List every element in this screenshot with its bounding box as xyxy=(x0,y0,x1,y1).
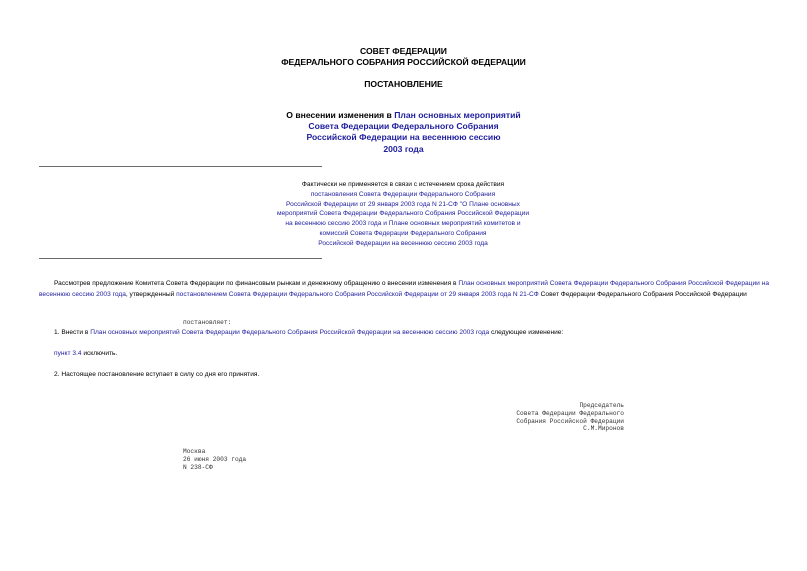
title-link-line3[interactable]: Российской Федерации на весеннюю сессию xyxy=(306,132,501,143)
status-note-link-2[interactable]: Российской Федерации от 29 января 2003 года N 21-СФ "О Плане основных xyxy=(286,200,520,208)
preamble-text-1: Рассмотрев предложение Комитета Совета Федерации по финансовым рынкам и денежному обращению о внесении изменения в xyxy=(54,280,459,287)
signature-line-1: Председатель xyxy=(579,402,624,409)
preamble-text-2: , утвержденный xyxy=(125,290,177,298)
item-1-text-1: 1. Внести в xyxy=(54,329,91,336)
preamble-paragraph xyxy=(39,279,769,300)
title-link-line2[interactable]: Совета Федерации Федерального Собрания xyxy=(308,121,499,132)
title-link-line4[interactable]: 2003 года xyxy=(383,143,424,154)
preamble-text-3: Совет Федерации Федерального Собрания Российской Федерации xyxy=(538,290,747,298)
title-link-line1[interactable]: План основных мероприятий xyxy=(394,110,521,120)
item-1-subpoint xyxy=(54,349,117,358)
preamble-plan-link[interactable]: План основных мероприятий Совета Федерации Федерального Собрания Российской Федерации на весеннюю сессию 2003 года xyxy=(39,280,769,298)
body-name-line1: СОВЕТ ФЕДЕРАЦИИ xyxy=(360,46,447,56)
status-note-link-5[interactable]: комиссий Совета Федерации Федерального Собрания xyxy=(319,229,487,237)
signature-block xyxy=(516,402,624,433)
preamble-resolution-link[interactable]: постановлением Совета Федерации Федерального Собрания Российской Федерации от 29 января 2003 года N 21-СФ xyxy=(176,290,539,298)
signature-line-2: Совета Федерации Федерального xyxy=(516,409,624,417)
document-title xyxy=(0,110,807,155)
status-note-link-1[interactable]: постановления Совета Федерации Федерального Собрания xyxy=(310,190,496,198)
place-city: Москва xyxy=(183,448,206,455)
place-date: 26 июня 2003 года xyxy=(183,455,247,463)
body-name-line2: ФЕДЕРАЛЬНОГО СОБРАНИЯ РОССИЙСКОЙ ФЕДЕРАЦИИ xyxy=(281,57,526,67)
divider-top xyxy=(39,166,322,167)
point-3-4-link[interactable]: пункт 3.4 xyxy=(54,350,82,357)
status-note-link-6[interactable]: Российской Федерации на весеннюю сессию 2003 года xyxy=(318,239,488,247)
place-date-block xyxy=(183,448,246,471)
signature-line-3: Собрания Российской Федерации xyxy=(516,417,624,425)
item-1-plan-link[interactable]: План основных мероприятий Совета Федерации Федерального Собрания Российской Федерации на весеннюю сессию 2003 года xyxy=(90,329,490,336)
status-note-text: Фактически не применяется в связи с истечением срока действия xyxy=(301,181,505,188)
status-note-link-4[interactable]: на весеннюю сессию 2003 года и Плане основных мероприятий комитетов и xyxy=(285,220,521,228)
status-note-link-3[interactable]: мероприятий Совета Федерации Федерального Собрания Российской Федерации xyxy=(276,210,530,218)
item-2: 2. Настоящее постановление вступает в силу со дня его принятия. xyxy=(54,371,260,378)
item-1-text-2: следующее изменение: xyxy=(489,329,564,336)
divider-bottom xyxy=(39,258,322,259)
item-1-subpoint-text: исключить. xyxy=(81,350,118,357)
signature-name: С.М.Миронов xyxy=(583,425,624,433)
item-1 xyxy=(54,328,563,337)
resolves-word: постановляет: xyxy=(183,319,232,326)
document-type: ПОСТАНОВЛЕНИЕ xyxy=(364,79,443,89)
document-number: N 238-СФ xyxy=(183,463,213,471)
title-prefix: О внесении изменения в xyxy=(286,110,395,120)
status-note xyxy=(230,180,576,249)
